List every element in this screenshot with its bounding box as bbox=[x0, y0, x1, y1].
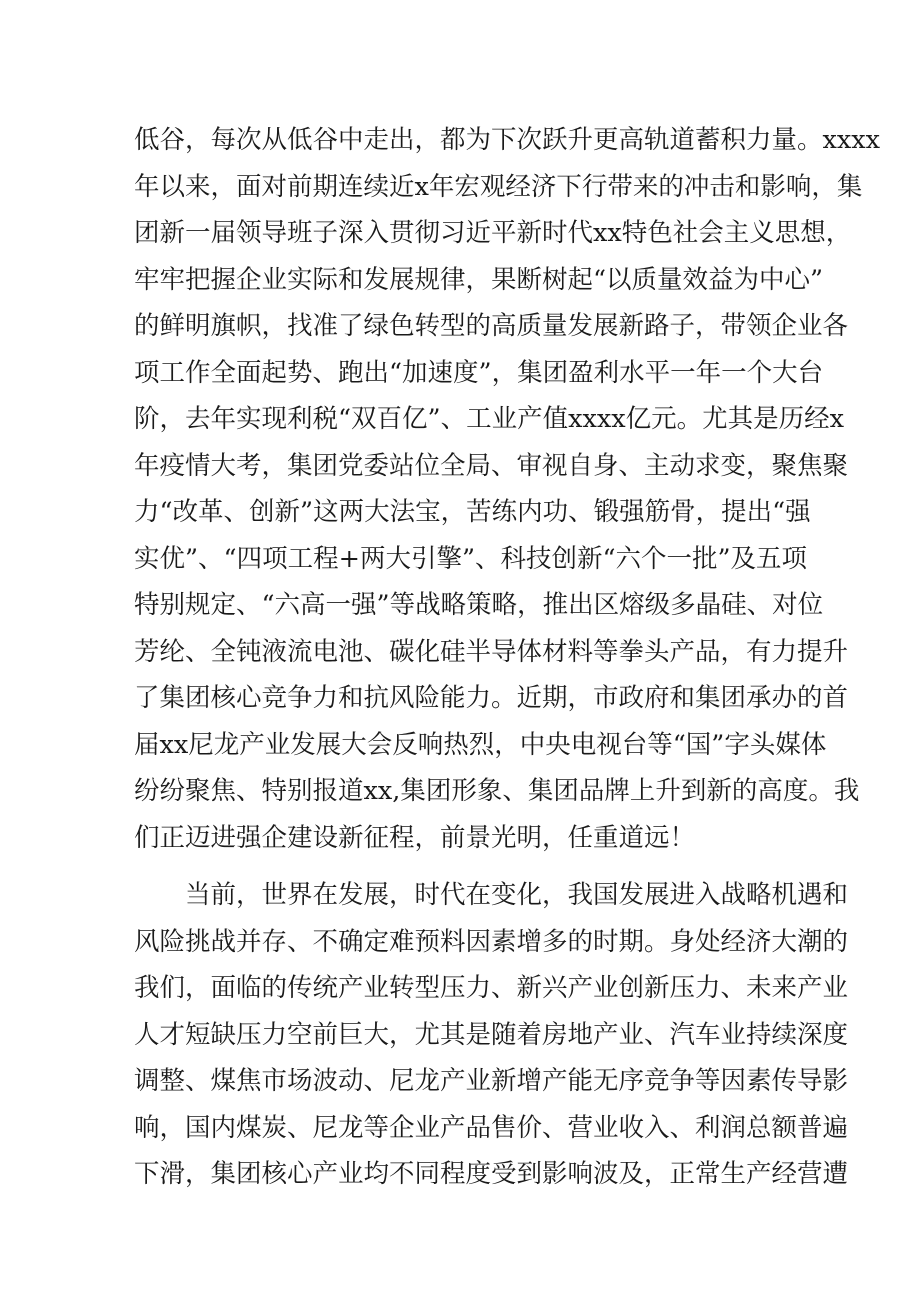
text-line: 纷纷聚焦、特别报道xx,集团形象、集团品牌上升到新的高度。我 bbox=[134, 776, 860, 806]
text-line: 年疫情大考，集团党委站位全局、审视自身、主动求变，聚焦聚 bbox=[134, 450, 849, 481]
text-line: 了集团核心竞争力和抗风险能力。近期，市政府和集团承办的首 bbox=[134, 683, 849, 713]
text-line: 届xx尼龙产业发展大会反响热烈，中央电视台等“国”字头媒体 bbox=[134, 729, 827, 760]
text-line: 调整、煤焦市场波动、尼龙产业新增产能无序竞争等因素传导影 bbox=[134, 1066, 849, 1096]
text-line: 下滑，集团核心产业均不同程度受到影响波及，正常生产经营遭 bbox=[134, 1159, 849, 1189]
text-line: 芳纶、全钝液流电池、碳化硅半导体材料等拳头产品，有力提升 bbox=[134, 636, 849, 667]
text-line: 人才短缺压力空前巨大，尤其是随着房地产业、汽车业持续深度 bbox=[134, 1019, 849, 1050]
text-line: 牢牢把握企业实际和发展规律，果断树起“以质量效益为中心” bbox=[134, 264, 824, 295]
text-line: 当前，世界在发展，时代在变化，我国发展进入战略机遇和 bbox=[134, 880, 849, 910]
text-line: 项工作全面起势、跑出“加速度”，集团盈利水平一年一个大台 bbox=[134, 357, 824, 388]
text-line: 的鲜明旗帜，找准了绿色转型的高质量发展新路子，带领企业各 bbox=[134, 311, 849, 341]
text-line: 力“改革、创新”这两大法宝，苦练内功、锻强筋骨，提出“强 bbox=[134, 497, 811, 527]
paragraph-2 bbox=[134, 872, 849, 1198]
paragraph-1 bbox=[134, 117, 881, 861]
text-line: 低谷，每次从低谷中走出，都为下次跃升更高轨道蓄积力量。xxxx bbox=[134, 125, 881, 155]
body-text bbox=[134, 117, 881, 1198]
paragraph-gap bbox=[134, 861, 788, 872]
text-line: 我们，面临的传统产业转型压力、新兴产业创新压力、未来产业 bbox=[134, 973, 849, 1003]
text-line: 们正迈进强企建设新征程，前景光明，任重道远！ bbox=[134, 822, 696, 853]
text-line: 年以来，面对前期连续近x年宏观经济下行带来的冲击和影响，集 bbox=[134, 171, 863, 202]
text-line: 风险挑战并存、不确定难预料因素增多的时期。身处经济大潮的 bbox=[134, 926, 849, 957]
text-line: 响，国内煤炭、尼龙等企业产品售价、营业收入、利润总额普遍 bbox=[134, 1112, 849, 1143]
text-line: 实优”、“四项工程+两大引擎”、科技创新“六个一批”及五项 bbox=[134, 543, 808, 574]
text-line: 阶，去年实现利税“双百亿”、工业产值xxxx亿元。尤其是历经x bbox=[134, 404, 844, 434]
text-line: 团新一届领导班子深入贯彻习近平新时代xx特色社会主义思想， bbox=[134, 218, 852, 248]
text-line: 特别规定、“六高一强”等战略策略，推出区熔级多晶硅、对位 bbox=[134, 590, 824, 620]
